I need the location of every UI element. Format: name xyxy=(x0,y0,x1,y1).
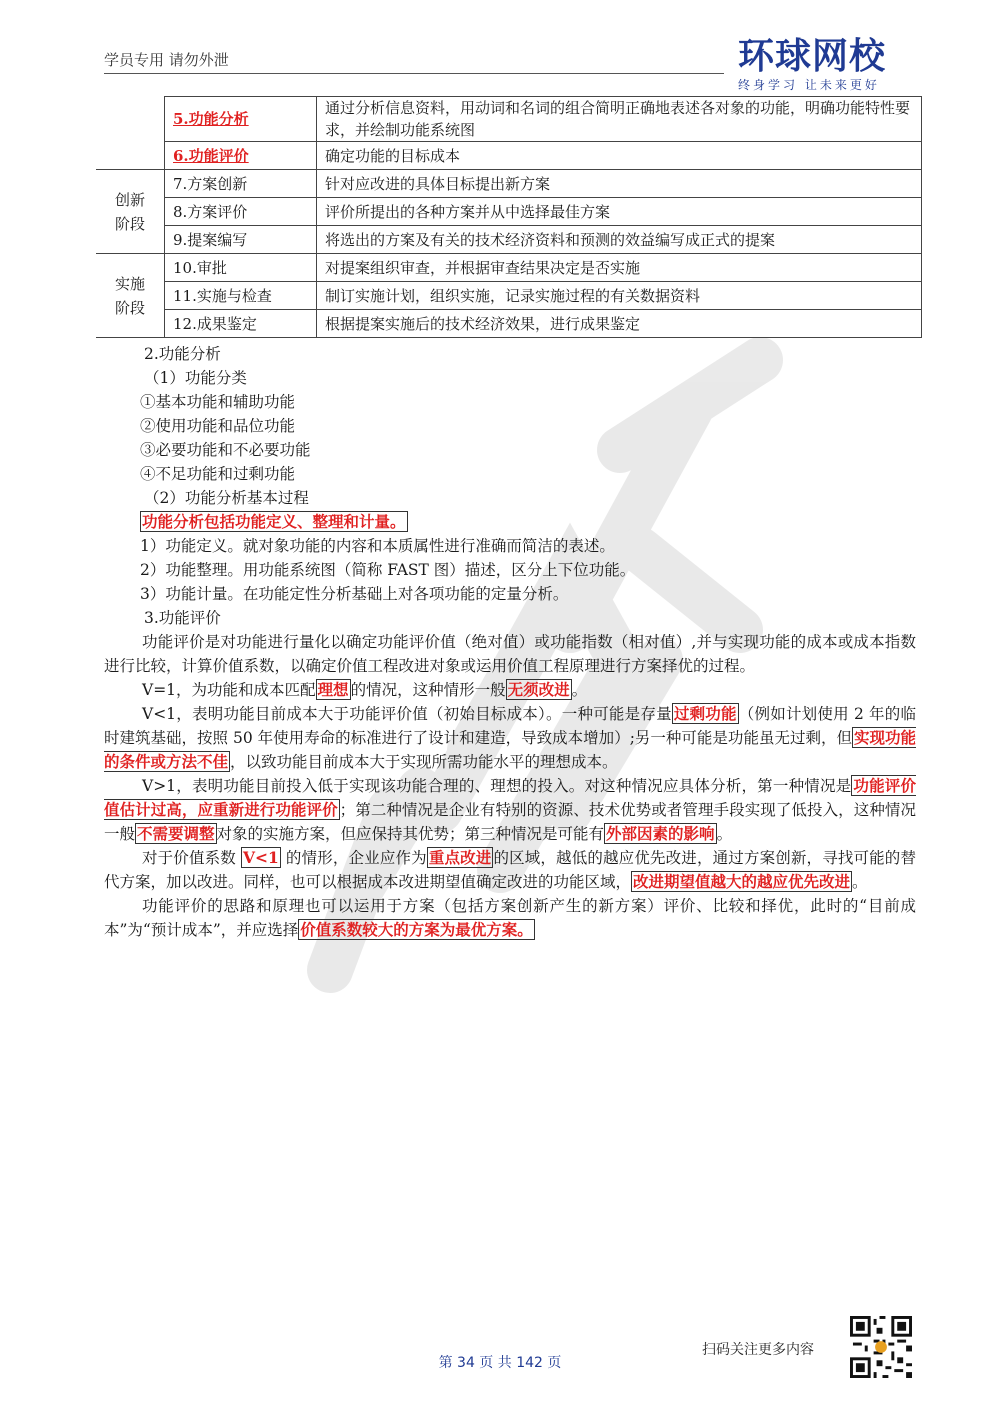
highlight-box: 功能评价值估计过高，应重新进行功能评价 xyxy=(104,776,916,819)
step-desc: 对提案组织审查，并根据审查结果决定是否实施 xyxy=(317,254,922,282)
logo-text: 环球网校 xyxy=(738,36,887,77)
list-item: ③必要功能和不必要功能 xyxy=(140,441,311,459)
paragraph: V<1，表明功能目前成本大于功能评价值（初始目标成本）。一种可能是存量 过剩功能 （例如计划使用 2 年的临时建筑基础，按照 50 年使用寿命的标准进行了设计和建造，导致成本增加）;另一种可能是功能虽无过剩，但 实现功能的条件或方法不佳 ，以致功能目前成本大于实现所需功能水平的理想成本。 xyxy=(104,704,916,771)
table-row xyxy=(96,310,922,338)
section-heading: 3.功能评价 xyxy=(144,609,221,627)
list-item: 2）功能整理。用功能系统图（简称 FAST 图）描述，区分上下位功能。 xyxy=(140,561,636,579)
main-content xyxy=(104,342,916,942)
step-desc: 针对应改进的具体目标提出新方案 xyxy=(317,170,922,198)
step-name: 9.提案编写 xyxy=(165,226,317,254)
step-name: 7.方案创新 xyxy=(165,170,317,198)
step-name: 5.功能分析 xyxy=(165,97,317,142)
list-item: ④不足功能和过剩功能 xyxy=(140,465,296,483)
table-row xyxy=(96,254,922,282)
list-item: ①基本功能和辅助功能 xyxy=(140,393,296,411)
brand-logo xyxy=(738,36,918,93)
header-divider xyxy=(104,73,724,74)
highlight-box: 重点改进 xyxy=(428,848,492,867)
step-name: 10.审批 xyxy=(165,254,317,282)
logo-slogan: 终身学习 让未来更好 xyxy=(738,78,880,92)
section-heading: 2.功能分析 xyxy=(144,345,221,363)
table-row xyxy=(96,142,922,170)
highlight-box: V<1 xyxy=(243,848,279,867)
highlight-box: 过剩功能 xyxy=(673,704,737,723)
highlight-box: 改进期望值越大的越应优先改进 xyxy=(633,872,851,891)
table-row xyxy=(96,226,922,254)
step-desc: 制订实施计划，组织实施，记录实施过程的有关数据资料 xyxy=(317,282,922,310)
step-name: 11.实施与检查 xyxy=(165,282,317,310)
step-desc: 通过分析信息资料，用动词和名词的组合简明正确地表述各对象的功能，明确功能特性要求，并绘制功能系统图 xyxy=(317,97,922,142)
paragraph: 对于价值系数 V<1 的情形，企业应作为 重点改进 的区域，越低的越应优先改进，通过方案创新，寻找可能的替代方案，加以改进。同样，也可以根据成本改进期望值确定改进的功能区域， 改进期望值越大的越应优先改进 。 xyxy=(104,848,916,891)
highlight-box: 实现功能的条件或方法不佳 xyxy=(104,728,916,771)
table-row xyxy=(96,198,922,226)
step-desc: 评价所提出的各种方案并从中选择最佳方案 xyxy=(317,198,922,226)
highlight-box: 无须改进 xyxy=(507,680,570,699)
paragraph: 功能评价的思路和原理也可以运用于方案（包括方案创新产生的新方案）评价、比较和择优，此时的“目前成本”为“预计成本”，并应选择 价值系数较大的方案为最优方案。 xyxy=(104,897,916,939)
paragraph: V>1，表明功能目前投入低于实现该功能合理的、理想的投入。对这种情况应具体分析，第一种情况是 功能评价值估计过高，应重新进行功能评价 ；第二种情况是企业有特别的资源、技术优势或者管理手段实现了低投入，这种情况一般 不需要调整 对象的实施方案，但应保持其优势；第三种情况是可能有 外部因素的影响 。 xyxy=(104,776,916,843)
table-row xyxy=(96,170,922,198)
stage-label: 创新阶段 xyxy=(96,170,165,254)
step-desc: 将选出的方案及有关的技术经济资料和预测的效益编写成正式的提案 xyxy=(317,226,922,254)
header-notice: 学员专用 请勿外泄 xyxy=(104,51,229,69)
table-row xyxy=(96,282,922,310)
stage-label: 实施阶段 xyxy=(96,254,165,338)
highlight-box: 不需要调整 xyxy=(137,824,215,843)
sub-heading: （1）功能分类 xyxy=(144,369,247,387)
sub-heading: （2）功能分析基本过程 xyxy=(144,489,309,507)
paragraph: 功能评价是对功能进行量化以确定功能评价值（绝对值）或功能指数（相对值）,并与实现功能的成本或成本指数进行比较，计算价值系数，以确定价值工程改进对象或运用价值工程原理进行方案择优的过程。 xyxy=(104,633,916,675)
list-item: ②使用功能和品位功能 xyxy=(140,417,296,435)
highlight-box: 价值系数较大的方案为最优方案。 xyxy=(300,920,533,939)
step-desc: 确定功能的目标成本 xyxy=(317,142,922,170)
list-item: 1）功能定义。就对象功能的内容和本质属性进行准确而简洁的表述。 xyxy=(140,537,615,555)
paragraph: V=1，为功能和成本匹配 理想 的情况，这种情形一般 无须改进 。 xyxy=(142,680,588,699)
step-desc: 根据提案实施后的技术经济效果，进行成果鉴定 xyxy=(317,310,922,338)
step-name: 6.功能评价 xyxy=(165,142,317,170)
list-item: 3）功能计量。在功能定性分析基础上对各项功能的定量分析。 xyxy=(140,585,569,603)
highlight-box: 功能分析包括功能定义、整理和计量。 xyxy=(142,512,406,531)
highlight-box: 外部因素的影响 xyxy=(606,824,715,843)
step-name: 8.方案评价 xyxy=(165,198,317,226)
page-number: 第 34 页 共 142 页 xyxy=(438,1355,562,1371)
step-name: 12.成果鉴定 xyxy=(165,310,317,338)
scan-prompt: 扫码关注更多内容 xyxy=(702,1342,814,1358)
table-row xyxy=(96,97,922,142)
highlight-box: 理想 xyxy=(317,680,349,699)
process-table xyxy=(96,96,922,338)
